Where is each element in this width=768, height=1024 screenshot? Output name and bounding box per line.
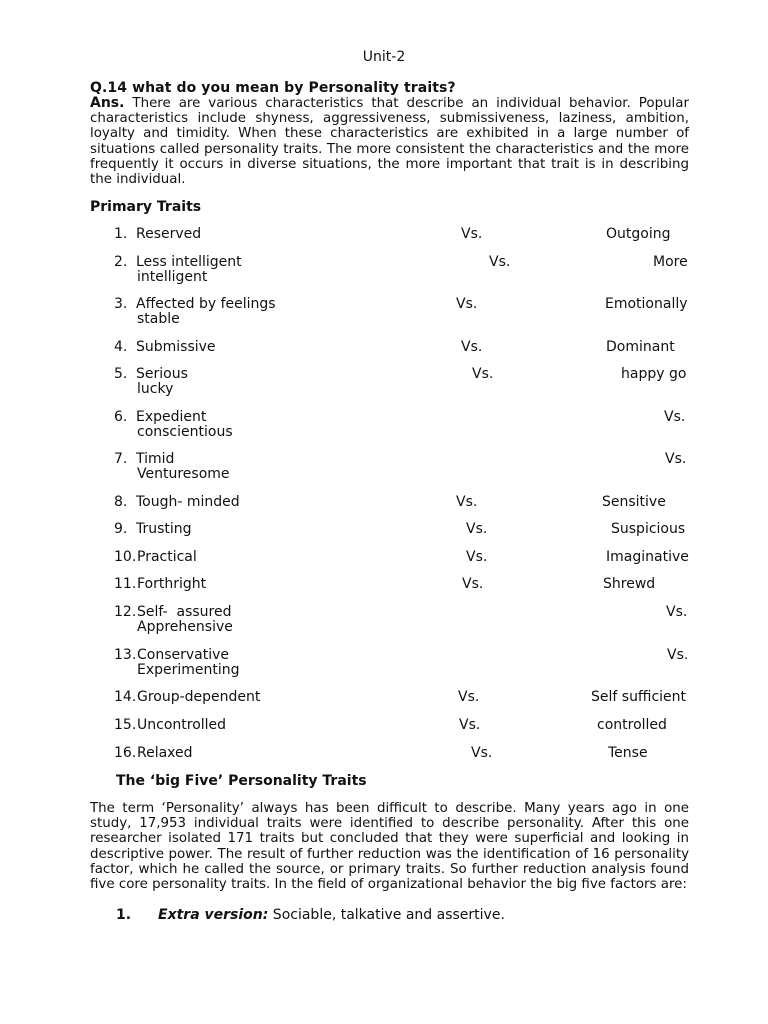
trait-right: Emotionally bbox=[605, 296, 688, 312]
factor-description: Sociable, talkative and assertive. bbox=[268, 907, 505, 923]
trait-left: Affected by feelings bbox=[136, 296, 276, 312]
trait-left: Reserved bbox=[136, 226, 202, 242]
trait-vs: Vs. bbox=[462, 576, 484, 592]
trait-right: Tense bbox=[608, 745, 648, 761]
trait-left: Conservative bbox=[137, 647, 230, 663]
trait-number: 8. bbox=[114, 494, 128, 510]
trait-continuation: lucky bbox=[137, 381, 174, 397]
trait-right: Vs. bbox=[667, 647, 689, 663]
trait-number: 1. bbox=[114, 226, 128, 242]
factor-item bbox=[116, 907, 505, 923]
trait-number: 9. bbox=[114, 521, 128, 537]
trait-number: 5. bbox=[114, 366, 128, 382]
trait-left: Tough- minded bbox=[136, 494, 240, 510]
factor-number: 1. bbox=[116, 907, 132, 923]
trait-left: Serious bbox=[136, 366, 188, 382]
trait-continuation: stable bbox=[137, 311, 180, 327]
trait-left: Group-dependent bbox=[137, 689, 261, 705]
trait-number: 15. bbox=[114, 717, 137, 733]
trait-number: 12. bbox=[114, 604, 137, 620]
trait-number: 13. bbox=[114, 647, 137, 663]
answer-paragraph bbox=[90, 96, 689, 187]
trait-right: Vs. bbox=[665, 451, 687, 467]
trait-vs: Vs. bbox=[461, 339, 483, 355]
primary-traits-heading: Primary Traits bbox=[90, 199, 202, 215]
trait-number: 14. bbox=[114, 689, 137, 705]
trait-right: Dominant bbox=[606, 339, 675, 355]
trait-number: 11. bbox=[114, 576, 137, 592]
trait-left: Forthright bbox=[137, 576, 207, 592]
trait-right: More bbox=[653, 254, 688, 270]
trait-left: Relaxed bbox=[137, 745, 193, 761]
trait-left: Practical bbox=[137, 549, 197, 565]
trait-right: Sensitive bbox=[602, 494, 666, 510]
trait-vs: Vs. bbox=[466, 549, 488, 565]
trait-right: happy go bbox=[621, 366, 687, 382]
trait-number: 2. bbox=[114, 254, 128, 270]
trait-right: controlled bbox=[597, 717, 667, 733]
trait-continuation: conscientious bbox=[137, 424, 233, 440]
trait-left: Expedient bbox=[136, 409, 207, 425]
trait-vs: Vs. bbox=[472, 366, 494, 382]
trait-left: Less intelligent bbox=[136, 254, 242, 270]
trait-left: Submissive bbox=[136, 339, 216, 355]
trait-number: 6. bbox=[114, 409, 128, 425]
trait-left: Timid bbox=[136, 451, 175, 467]
trait-continuation: intelligent bbox=[137, 269, 208, 285]
trait-number: 16. bbox=[114, 745, 137, 761]
trait-vs: Vs. bbox=[489, 254, 511, 270]
trait-right: Self sufficient bbox=[591, 689, 687, 705]
trait-left: Uncontrolled bbox=[137, 717, 227, 733]
trait-vs: Vs. bbox=[459, 717, 481, 733]
trait-vs: Vs. bbox=[456, 494, 478, 510]
trait-vs: Vs. bbox=[456, 296, 478, 312]
trait-right: Shrewd bbox=[603, 576, 656, 592]
trait-right: Vs. bbox=[664, 409, 686, 425]
trait-right: Suspicious bbox=[611, 521, 686, 537]
trait-continuation: Apprehensive bbox=[137, 619, 233, 635]
trait-right: Vs. bbox=[666, 604, 688, 620]
trait-left: Trusting bbox=[136, 521, 192, 537]
answer-label: Ans. bbox=[90, 95, 125, 111]
trait-vs: Vs. bbox=[461, 226, 483, 242]
trait-continuation: Venturesome bbox=[137, 466, 230, 482]
trait-number: 7. bbox=[114, 451, 128, 467]
trait-number: 4. bbox=[114, 339, 128, 355]
trait-vs: Vs. bbox=[458, 689, 480, 705]
question-heading: Q.14 what do you mean by Personality traits? bbox=[90, 80, 456, 96]
factor-name: Extra version: bbox=[158, 907, 269, 923]
big-five-paragraph: The term ‘Personality’ always has been difficult to describe. Many years ago in one study, 17,953 individual traits were identified to describe personality. After this one researcher isolated 171 traits but concluded that they were superficial and looking in descriptive power. The result of further reduction was the identification of 16 personality factor, which he called the source, or primary traits. So further reduction analysis found five core personality traits. In the field of organizational behavior the big five factors are: bbox=[90, 801, 689, 893]
trait-vs: Vs. bbox=[471, 745, 493, 761]
trait-left: Self- assured bbox=[137, 604, 232, 620]
trait-right: Outgoing bbox=[606, 226, 671, 242]
trait-number: 3. bbox=[114, 296, 128, 312]
unit-title: Unit-2 bbox=[362, 49, 406, 65]
trait-vs: Vs. bbox=[466, 521, 488, 537]
answer-text: There are various characteristics that describe an individual behavior. Popular characteristics include shyness, aggressiveness, submissiveness, laziness, ambition, loyalty and timidity. When these characteristics are exhibited in a large number of situations called personality traits. The more consistent the characteristics and the more frequently it occurs in diverse situations, the more important that trait is in describing the individual. bbox=[90, 96, 689, 188]
trait-continuation: Experimenting bbox=[137, 662, 240, 678]
trait-number: 10. bbox=[114, 549, 137, 565]
big-five-heading: The ‘big Five’ Personality Traits bbox=[116, 773, 367, 789]
trait-right: Imaginative bbox=[606, 549, 689, 565]
